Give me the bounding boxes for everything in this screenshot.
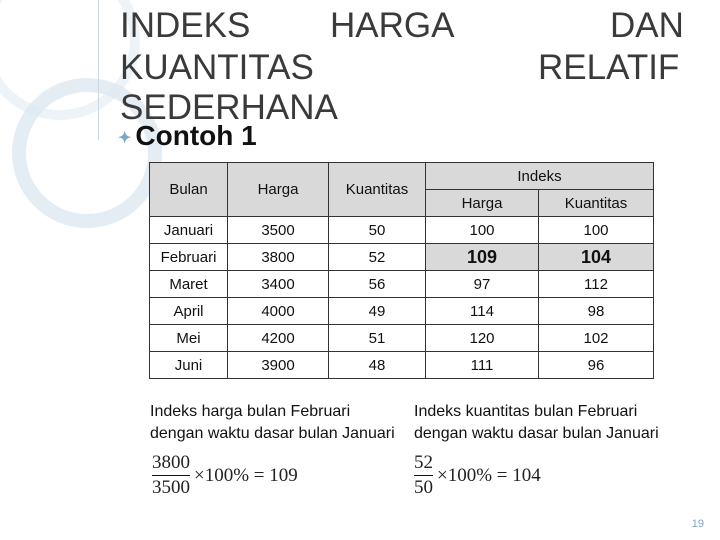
cell-kuantitas: 49	[329, 298, 426, 325]
cell-indeks-kuantitas: 112	[539, 271, 654, 298]
header-indeks: Indeks	[426, 163, 654, 190]
table-header-row	[150, 163, 654, 190]
caption-left-line1: Indeks harga bulan Februari	[150, 403, 351, 420]
header-indeks-harga: Harga	[426, 190, 539, 217]
cell-indeks-kuantitas: 98	[539, 298, 654, 325]
title-line1-right: DAN	[610, 6, 684, 45]
cell-harga: 3400	[228, 271, 329, 298]
cell-harga: 3900	[228, 352, 329, 379]
header-kuantitas: Kuantitas	[329, 163, 426, 217]
title-line1-left: INDEKS	[120, 6, 251, 45]
subtitle-text: Contoh 1	[135, 120, 257, 151]
cell-bulan: April	[150, 298, 228, 325]
bullet-icon: ✦	[118, 129, 132, 147]
caption-right-line2: dengan waktu dasar bulan Januari	[414, 425, 659, 442]
formula-right	[414, 452, 541, 499]
cell-bulan: Januari	[150, 217, 228, 244]
cell-indeks-harga-highlight: 109	[426, 244, 539, 271]
page-number: 19	[691, 518, 704, 530]
table-row	[150, 325, 654, 352]
table-row	[150, 352, 654, 379]
header-bulan: Bulan	[150, 163, 228, 217]
cell-indeks-harga: 111	[426, 352, 539, 379]
caption-right-line1: Indeks kuantitas bulan Februari	[414, 403, 638, 420]
cell-indeks-harga: 114	[426, 298, 539, 325]
cell-indeks-harga: 100	[426, 217, 539, 244]
title-line2-right: RELATIF	[538, 48, 680, 87]
formula-left-denominator: 3500	[152, 477, 190, 498]
cell-harga: 4000	[228, 298, 329, 325]
title-line1-mid: HARGA	[330, 6, 455, 45]
cell-indeks-kuantitas: 102	[539, 325, 654, 352]
fraction-bar	[414, 475, 433, 476]
cell-bulan: Februari	[150, 244, 228, 271]
formula-right-result: ×100% = 104	[437, 464, 541, 486]
subtitle	[118, 120, 257, 152]
table-row	[150, 244, 654, 271]
table-row	[150, 298, 654, 325]
formula-right-numerator: 52	[414, 452, 433, 473]
cell-bulan: Juni	[150, 352, 228, 379]
cell-bulan: Maret	[150, 271, 228, 298]
cell-harga: 3800	[228, 244, 329, 271]
cell-indeks-kuantitas-highlight: 104	[539, 244, 654, 271]
title-line3: SEDERHANA	[120, 88, 338, 127]
table-row	[150, 271, 654, 298]
cell-kuantitas: 50	[329, 217, 426, 244]
cell-bulan: Mei	[150, 325, 228, 352]
formula-right-denominator: 50	[414, 477, 433, 498]
cell-harga: 4200	[228, 325, 329, 352]
index-table	[149, 162, 654, 379]
decorative-line	[98, 0, 99, 140]
header-harga: Harga	[228, 163, 329, 217]
header-indeks-kuantitas: Kuantitas	[539, 190, 654, 217]
fraction-bar	[152, 475, 190, 476]
formula-left-result: ×100% = 109	[194, 464, 298, 486]
cell-kuantitas: 48	[329, 352, 426, 379]
formula-left-numerator: 3800	[152, 452, 190, 473]
cell-indeks-harga: 97	[426, 271, 539, 298]
cell-indeks-harga: 120	[426, 325, 539, 352]
cell-harga: 3500	[228, 217, 329, 244]
cell-kuantitas: 56	[329, 271, 426, 298]
formula-left	[152, 452, 298, 499]
table-row	[150, 217, 654, 244]
caption-left-line2: dengan waktu dasar bulan Januari	[150, 425, 395, 442]
title-line2-left: KUANTITAS	[120, 48, 314, 87]
cell-kuantitas: 51	[329, 325, 426, 352]
cell-indeks-kuantitas: 100	[539, 217, 654, 244]
cell-kuantitas: 52	[329, 244, 426, 271]
cell-indeks-kuantitas: 96	[539, 352, 654, 379]
